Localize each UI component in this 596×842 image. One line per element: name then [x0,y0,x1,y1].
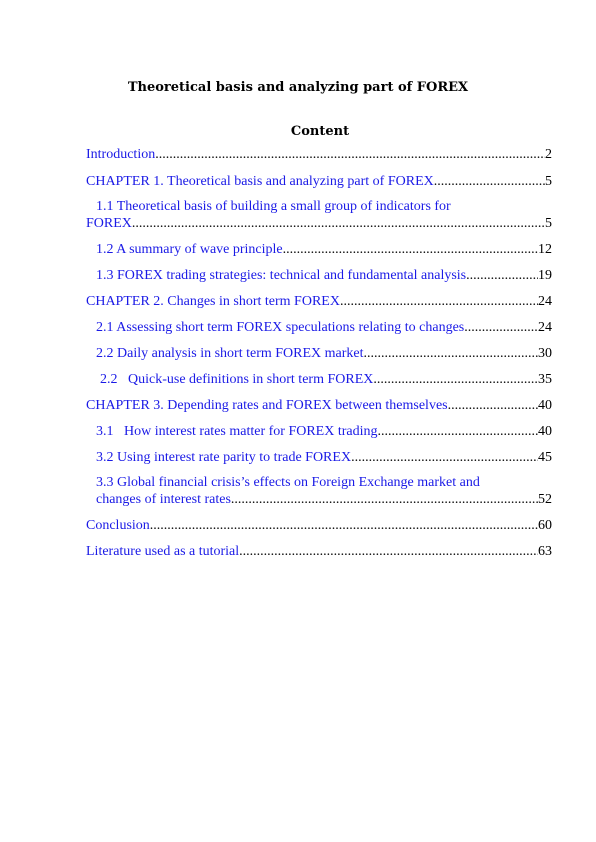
dot-leader [231,491,538,508]
toc-entry-section-3-1[interactable] [96,423,552,440]
toc-page-number: 40 [538,424,552,439]
dot-leader [283,241,538,258]
toc-entry-introduction[interactable] [86,146,552,163]
toc-entry-label[interactable]: Conclusion [86,518,150,533]
dot-leader [448,397,538,414]
toc-entry-section-2-1[interactable] [96,319,552,336]
toc-entry-chapter-2[interactable] [86,293,552,310]
toc-page-number: 35 [538,372,552,387]
dot-leader [351,449,538,466]
toc-entry-label[interactable]: 3.1 How interest rates matter for FOREX trading [96,424,378,439]
toc-entry-section-1-3[interactable] [96,267,552,284]
toc-entry-label[interactable]: 1.3 FOREX trading strategies: technical and fundamental analysis [96,268,467,283]
toc-entry-conclusion[interactable] [86,517,552,534]
toc-page-number: 24 [538,294,552,309]
dot-leader [464,319,538,336]
toc-page-number: 19 [538,268,552,283]
toc-entry-label[interactable]: 2.2 Quick-use definitions in short term FOREX [100,372,374,387]
toc-entry-label-line2[interactable]: changes of interest rates [96,492,231,507]
toc-entry-label[interactable]: 2.2 Daily analysis in short term FOREX market [96,346,364,361]
toc-page-number: 40 [538,398,552,413]
toc-page-number: 5 [545,174,552,189]
dot-leader [150,517,538,534]
toc-entry-label-line2[interactable]: FOREX [86,216,132,231]
toc-page-number: 63 [538,544,552,559]
toc-entry-label[interactable]: 1.2 A summary of wave principle [96,242,283,257]
toc-entry-section-3-2[interactable] [96,449,552,466]
toc-page-number: 5 [545,216,552,231]
toc-entry-label[interactable]: Literature used as a tutorial [86,544,240,559]
table-of-contents [86,146,552,560]
toc-page-number: 52 [538,492,552,507]
dot-leader [132,215,545,232]
toc-entry-section-2-3[interactable] [100,371,552,388]
toc-entry-chapter-1[interactable] [86,173,552,190]
toc-entry-section-2-2[interactable] [96,345,552,362]
dot-leader [373,371,538,388]
document-title: Theoretical basis and analyzing part of FOREX [127,80,469,95]
toc-page-number: 60 [538,518,552,533]
toc-page-number: 30 [538,346,552,361]
toc-entry-section-1-2[interactable] [96,241,552,258]
toc-entry-label[interactable]: Introduction [86,147,156,162]
toc-entry-literature[interactable] [86,543,552,560]
toc-entry-label-line1[interactable]: 1.1 Theoretical basis of building a small group of indicators for [96,199,451,214]
dot-leader [378,423,539,440]
toc-entry-label[interactable]: CHAPTER 1. Theoretical basis and analyzing part of FOREX [86,174,434,189]
toc-entry-label[interactable]: 3.2 Using interest rate parity to trade FOREX [96,450,352,465]
dot-leader [239,543,538,560]
toc-entry-label[interactable]: CHAPTER 2. Changes in short term FOREX [86,294,340,309]
toc-entry-chapter-3[interactable] [86,397,552,414]
toc-entry-label[interactable]: 2.1 Assessing short term FOREX speculations relating to changes [96,320,465,335]
dot-leader [434,173,545,190]
toc-page-number: 2 [545,147,552,162]
toc-page-number: 24 [538,320,552,335]
dot-leader [364,345,538,362]
toc-entry-section-3-3[interactable] [96,474,552,508]
dot-leader [466,267,538,284]
toc-entry-label-line1[interactable]: 3.3 Global financial crisis’s effects on Foreign Exchange market and [96,475,480,490]
toc-entry-label[interactable]: CHAPTER 3. Depending rates and FOREX between themselves [86,398,448,413]
dot-leader [155,146,545,163]
contents-heading: Content [290,124,350,139]
toc-page-number: 12 [538,242,552,257]
toc-page-number: 45 [538,450,552,465]
dot-leader [340,293,538,310]
toc-entry-section-1-1[interactable] [86,198,552,232]
